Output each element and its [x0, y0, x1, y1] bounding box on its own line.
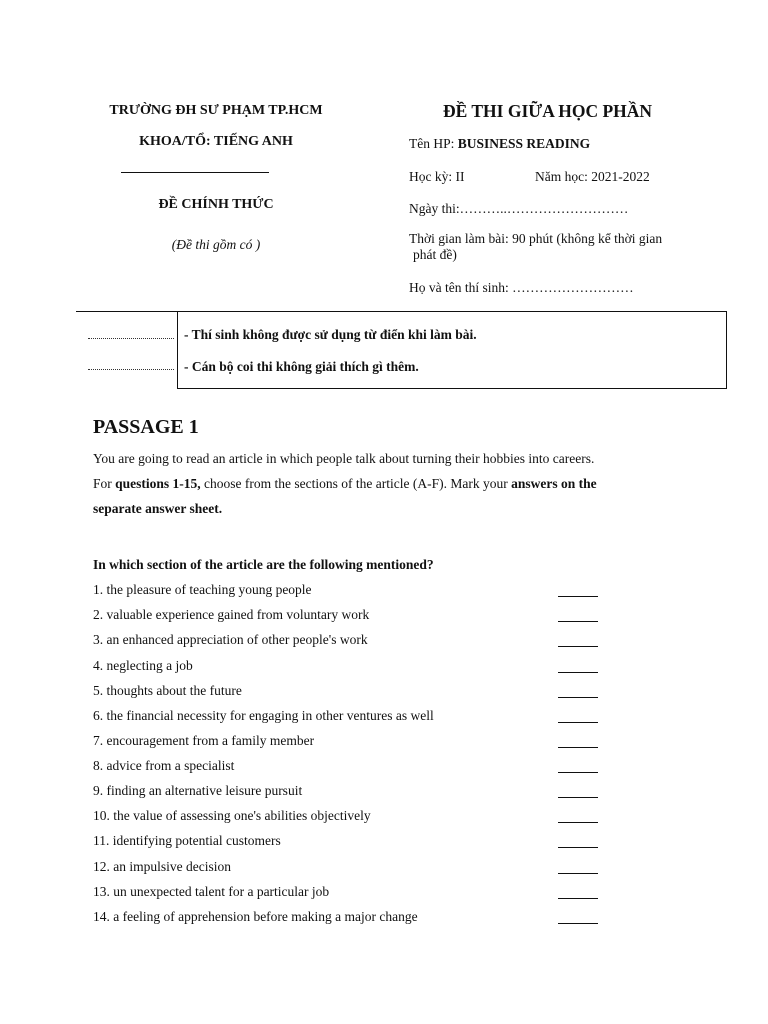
answer-blank — [558, 772, 598, 773]
answer-blank — [558, 797, 598, 798]
question-row — [93, 632, 598, 652]
course-label: Tên HP: — [409, 136, 458, 151]
passage-intro-line-3: separate answer sheet. — [93, 501, 223, 516]
course-name: BUSINESS READING — [457, 136, 591, 151]
question-row — [93, 683, 598, 703]
question-row — [93, 909, 598, 929]
intro-middle: choose from the sections of the article (A-F). Mark your — [200, 476, 512, 491]
question-row — [93, 582, 598, 602]
answer-blank — [558, 923, 598, 924]
question-row — [93, 884, 598, 904]
answer-blank — [558, 621, 598, 622]
answer-blank — [558, 646, 598, 647]
question-text: 5. thoughts about the future — [93, 683, 242, 698]
notice-1: - Thí sinh không được sử dụng từ điển khi làm bài. — [184, 327, 477, 342]
question-text: 3. an enhanced appreciation of other people's work — [93, 632, 368, 647]
question-text: 10. the value of assessing one's abilities objectively — [93, 808, 371, 823]
question-text: 14. a feeling of apprehension before making a major change — [93, 909, 418, 924]
school-year: Năm học: 2021-2022 — [535, 169, 650, 184]
exam-title: ĐỀ THI GIỮA HỌC PHẦN — [443, 101, 653, 121]
course-line — [409, 136, 590, 152]
notice-box — [177, 311, 727, 389]
candidate-name-line: Họ và tên thí sinh: ……………………… — [409, 280, 634, 295]
official-label: ĐỀ CHÍNH THỨC — [158, 197, 274, 212]
answer-blank — [558, 747, 598, 748]
question-row — [93, 808, 598, 828]
passage-intro-line-2 — [93, 476, 597, 492]
answer-blank — [558, 822, 598, 823]
question-text: 12. an impulsive decision — [93, 859, 231, 874]
answer-blank — [558, 873, 598, 874]
question-text: 13. un unexpected talent for a particular job — [93, 884, 330, 899]
answer-blank — [558, 697, 598, 698]
question-row — [93, 658, 598, 678]
question-text: 6. the financial necessity for engaging in other ventures as well — [93, 708, 434, 723]
question-text: 2. valuable experience gained from voluntary work — [93, 607, 370, 622]
intro-questions: questions 1-15, — [115, 476, 201, 491]
header-divider — [121, 172, 269, 173]
notice-dots-2 — [88, 369, 174, 370]
duration-line-2: phát đề) — [413, 247, 457, 262]
question-row — [93, 783, 598, 803]
school-name: TRƯỜNG ĐH SƯ PHẠM TP.HCM — [109, 103, 323, 118]
question-text: 9. finding an alternative leisure pursuit — [93, 783, 303, 798]
answer-blank — [558, 898, 598, 899]
question-text: 4. neglecting a job — [93, 658, 193, 673]
question-text: 8. advice from a specialist — [93, 758, 235, 773]
answer-blank — [558, 596, 598, 597]
question-text: 1. the pleasure of teaching young people — [93, 582, 312, 597]
notice-top-rule — [76, 311, 178, 312]
question-row — [93, 859, 598, 879]
answer-blank — [558, 672, 598, 673]
question-row — [93, 833, 598, 853]
notice-2: - Cán bộ coi thi không giải thích gì thêm. — [184, 359, 419, 374]
answer-blank — [558, 722, 598, 723]
question-text: 7. encouragement from a family member — [93, 733, 315, 748]
answer-blank — [558, 847, 598, 848]
question-text: 11. identifying potential customers — [93, 833, 281, 848]
duration-line-1: Thời gian làm bài: 90 phút (không kể thời gian — [409, 231, 663, 246]
faculty-name: KHOA/TỔ: TIẾNG ANH — [139, 134, 293, 149]
question-row — [93, 758, 598, 778]
passage-title: PASSAGE 1 — [93, 416, 199, 438]
exam-date: Ngày thi:………..……………………… — [409, 201, 629, 216]
question-prompt: In which section of the article are the following mentioned? — [93, 557, 434, 572]
passage-intro-line-1: You are going to read an article in which people talk about turning their hobbies into careers. — [93, 451, 595, 466]
intro-for: For — [93, 476, 116, 491]
intro-answers: answers on the — [511, 476, 597, 491]
question-row — [93, 708, 598, 728]
pages-note: (Đề thi gồm có ) — [171, 237, 261, 252]
question-row — [93, 607, 598, 627]
notice-dots-1 — [88, 338, 174, 339]
question-row — [93, 733, 598, 753]
semester: Học kỳ: II — [409, 169, 465, 184]
